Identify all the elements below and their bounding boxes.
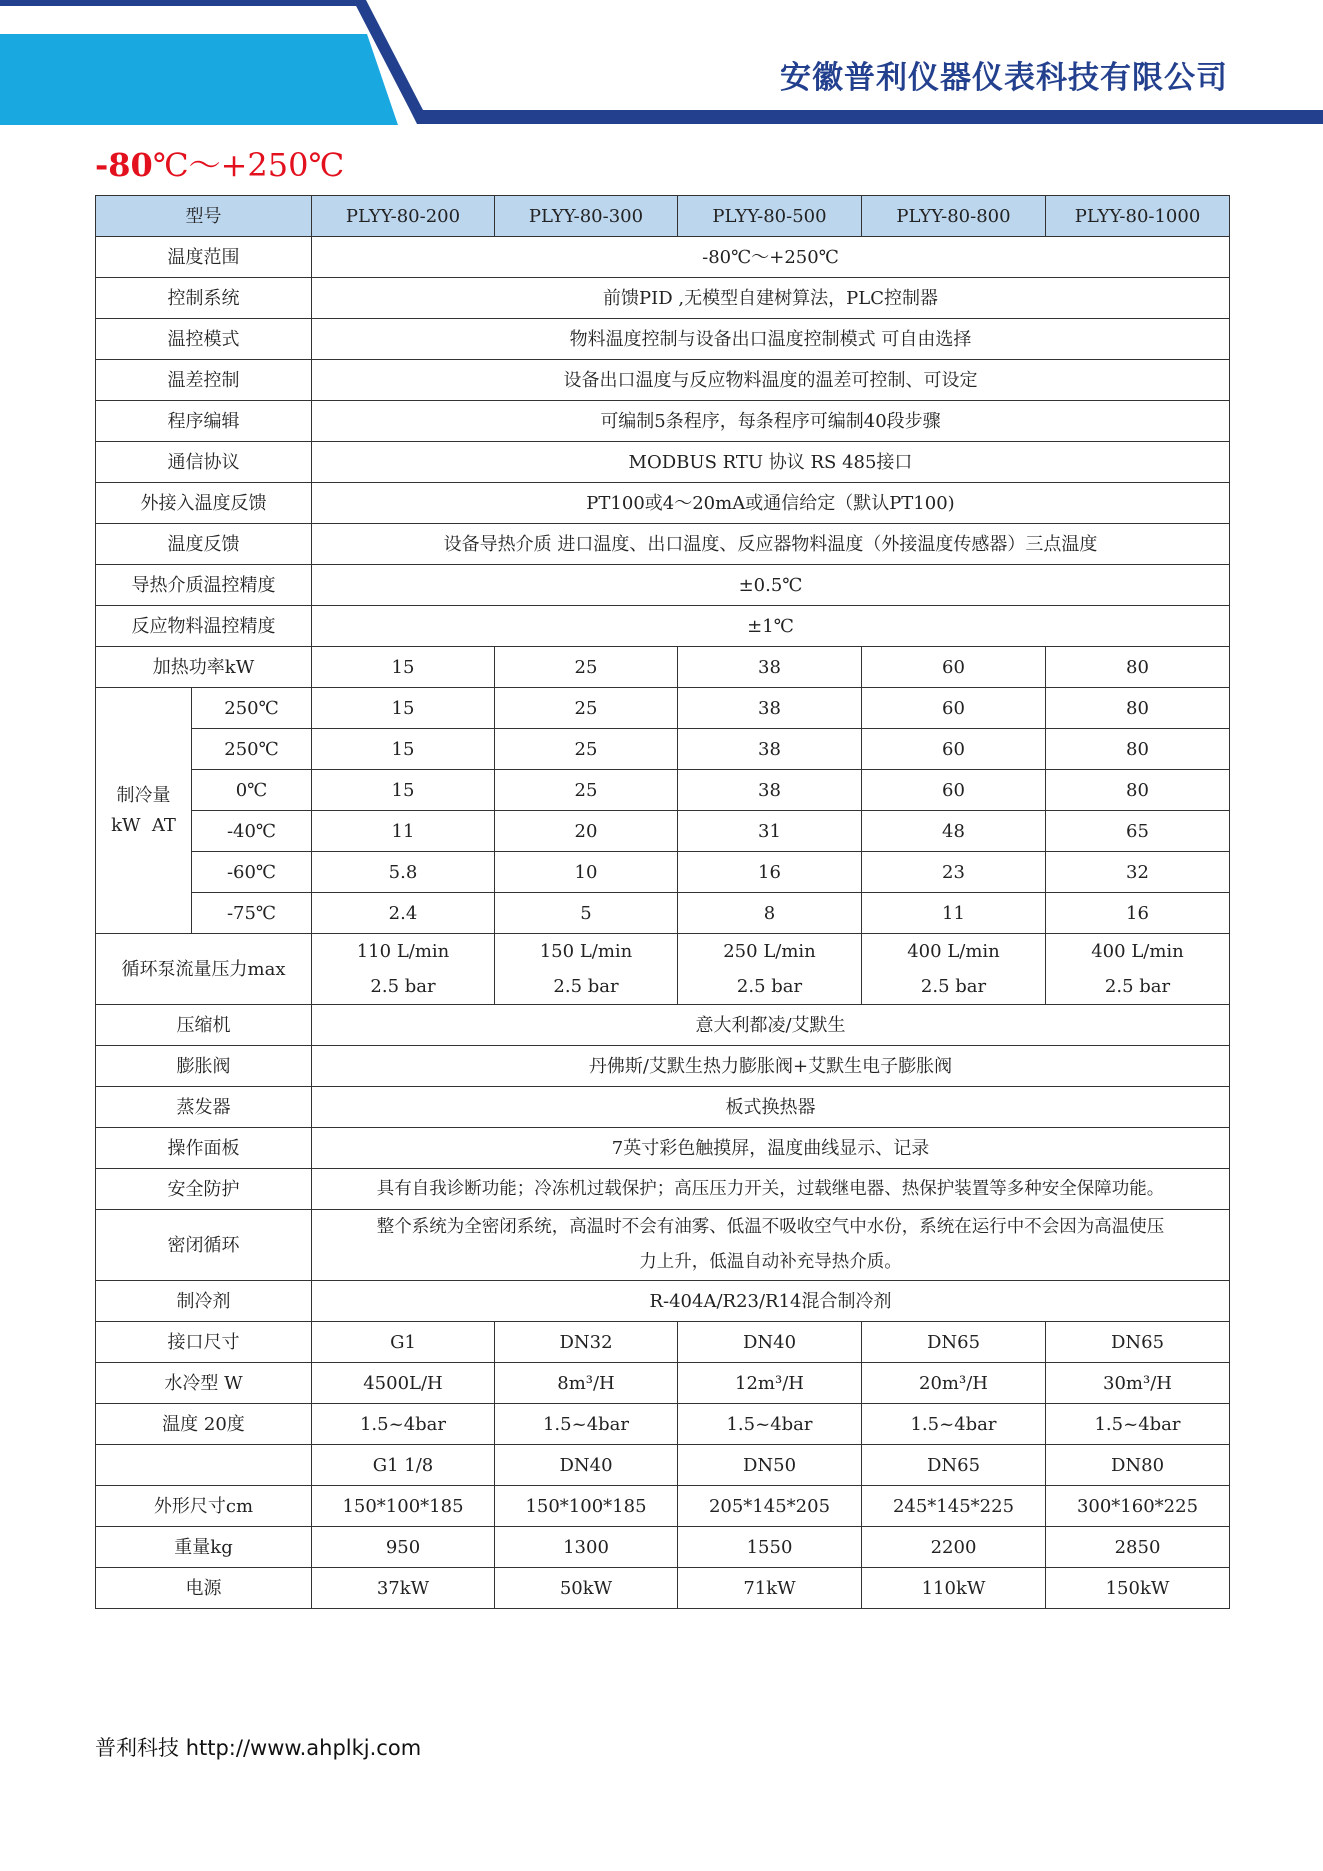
row-label: 密闭循环 xyxy=(96,1210,312,1281)
table-row xyxy=(96,606,1230,647)
row-value: PT100或4～20mA或通信给定（默认PT100) xyxy=(312,483,1230,524)
row-label: 加热功率kW xyxy=(96,647,312,688)
table-row xyxy=(96,278,1230,319)
value-cell: 1.5~4bar xyxy=(862,1404,1046,1445)
value-cell: 32 xyxy=(1046,852,1230,893)
value-cell: 5 xyxy=(495,893,678,934)
row-label: 电源 xyxy=(96,1568,312,1609)
row-label xyxy=(96,1445,312,1486)
row-value: 具有自我诊断功能；冷冻机过载保护；高压压力开关，过载继电器、热保护装置等多种安全保障功能。 xyxy=(312,1169,1230,1210)
title-part-1: -80 xyxy=(95,146,153,184)
value-cell: 8m³/H xyxy=(495,1363,678,1404)
value-cell: 10 xyxy=(495,852,678,893)
table-row xyxy=(96,811,1230,852)
model-cell: PLYY-80-500 xyxy=(678,196,862,237)
table-row xyxy=(96,1527,1230,1568)
cooling-label-line2: kW AT xyxy=(111,814,176,836)
temperature-range-title xyxy=(95,140,344,186)
model-cell: PLYY-80-1000 xyxy=(1046,196,1230,237)
row-label: 导热介质温控精度 xyxy=(96,565,312,606)
value-cell: G1 1/8 xyxy=(312,1445,495,1486)
row-label: 压缩机 xyxy=(96,1005,312,1046)
value-cell: 1.5~4bar xyxy=(495,1404,678,1445)
value-cell: 5.8 xyxy=(312,852,495,893)
row-label: 安全防护 xyxy=(96,1169,312,1210)
table-row xyxy=(96,893,1230,934)
footer-brand: 普利科技 xyxy=(95,1736,179,1760)
value-cell: 38 xyxy=(678,729,862,770)
row-label: 温度 20度 xyxy=(96,1404,312,1445)
table-row-model xyxy=(96,196,1230,237)
value-cell: 60 xyxy=(862,770,1046,811)
value-cell: 25 xyxy=(495,688,678,729)
value-cell: 38 xyxy=(678,647,862,688)
pump-pressure: 2.5 bar xyxy=(553,976,619,997)
value-cell: 48 xyxy=(862,811,1046,852)
value-cell: 245*145*225 xyxy=(862,1486,1046,1527)
value-cell: 37kW xyxy=(312,1568,495,1609)
table-row xyxy=(96,1169,1230,1210)
value-cell: 4500L/H xyxy=(312,1363,495,1404)
sealed-line1: 整个系统为全密闭系统，高温时不会有油雾、低温不吸收空气中水份，系统在运行中不会因为高温使压 xyxy=(376,1217,1165,1237)
value-cell: 1300 xyxy=(495,1527,678,1568)
row-label: 操作面板 xyxy=(96,1128,312,1169)
row-label: 蒸发器 xyxy=(96,1087,312,1128)
row-label: 温控模式 xyxy=(96,319,312,360)
cooling-temp: 250℃ xyxy=(192,729,312,770)
value-cell: 15 xyxy=(312,688,495,729)
value-cell: 950 xyxy=(312,1527,495,1568)
cooling-temp: -60℃ xyxy=(192,852,312,893)
table-row xyxy=(96,1005,1230,1046)
value-cell: 16 xyxy=(1046,893,1230,934)
row-value: 前馈PID ,无模型自建树算法，PLC控制器 xyxy=(312,278,1230,319)
value-cell: 23 xyxy=(862,852,1046,893)
title-part-2: ℃～+250℃ xyxy=(152,146,345,184)
value-cell: 71kW xyxy=(678,1568,862,1609)
model-cell: PLYY-80-300 xyxy=(495,196,678,237)
value-cell: DN65 xyxy=(1046,1322,1230,1363)
header-cyan-shape xyxy=(0,34,398,125)
value-cell: 25 xyxy=(495,647,678,688)
value-cell: DN50 xyxy=(678,1445,862,1486)
model-label: 型号 xyxy=(96,196,312,237)
value-cell: DN32 xyxy=(495,1322,678,1363)
row-value: 7英寸彩色触摸屏，温度曲线显示、记录 xyxy=(312,1128,1230,1169)
table-row xyxy=(96,401,1230,442)
footer xyxy=(95,1732,421,1762)
table-row xyxy=(96,237,1230,278)
table-row xyxy=(96,565,1230,606)
row-value xyxy=(312,1210,1230,1281)
value-cell: 15 xyxy=(312,647,495,688)
table-row xyxy=(96,1087,1230,1128)
header-navy-line-top xyxy=(0,0,360,6)
pump-cell xyxy=(495,934,678,1005)
row-value: -80℃～+250℃ xyxy=(312,237,1230,278)
value-cell: 80 xyxy=(1046,688,1230,729)
row-label: 接口尺寸 xyxy=(96,1322,312,1363)
value-cell: 150*100*185 xyxy=(312,1486,495,1527)
pump-flow: 250 L/min xyxy=(723,941,816,962)
value-cell: 1.5~4bar xyxy=(678,1404,862,1445)
table-row xyxy=(96,524,1230,565)
model-cell: PLYY-80-200 xyxy=(312,196,495,237)
value-cell: 1.5~4bar xyxy=(1046,1404,1230,1445)
table-row xyxy=(96,1404,1230,1445)
value-cell: 25 xyxy=(495,770,678,811)
value-cell: 31 xyxy=(678,811,862,852)
value-cell: 20m³/H xyxy=(862,1363,1046,1404)
row-value: 板式换热器 xyxy=(312,1087,1230,1128)
row-value: MODBUS RTU 协议 RS 485接口 xyxy=(312,442,1230,483)
value-cell: 16 xyxy=(678,852,862,893)
cooling-temp: -40℃ xyxy=(192,811,312,852)
value-cell: G1 xyxy=(312,1322,495,1363)
row-label: 通信协议 xyxy=(96,442,312,483)
row-label: 温度范围 xyxy=(96,237,312,278)
sealed-line2: 力上升，低温自动补充导热介质。 xyxy=(639,1252,902,1272)
table-row xyxy=(96,319,1230,360)
value-cell: 80 xyxy=(1046,729,1230,770)
row-value: 意大利都凌/艾默生 xyxy=(312,1005,1230,1046)
value-cell: DN65 xyxy=(862,1445,1046,1486)
row-value: 物料温度控制与设备出口温度控制模式 可自由选择 xyxy=(312,319,1230,360)
value-cell: 60 xyxy=(862,729,1046,770)
table-row xyxy=(96,1363,1230,1404)
company-name: 安徽普利仪器仪表科技有限公司 xyxy=(780,60,1228,96)
row-label: 水冷型 W xyxy=(96,1363,312,1404)
cooling-temp: -75℃ xyxy=(192,893,312,934)
value-cell: DN80 xyxy=(1046,1445,1230,1486)
row-value: ±1℃ xyxy=(312,606,1230,647)
pump-pressure: 2.5 bar xyxy=(920,976,987,997)
value-cell: DN65 xyxy=(862,1322,1046,1363)
cooling-label xyxy=(96,688,192,934)
value-cell: 80 xyxy=(1046,647,1230,688)
row-value: ±0.5℃ xyxy=(312,565,1230,606)
header-navy-line-bottom xyxy=(410,110,1323,124)
value-cell: 38 xyxy=(678,688,862,729)
spec-table xyxy=(95,195,1230,1609)
table-row xyxy=(96,360,1230,401)
value-cell: 15 xyxy=(312,729,495,770)
pump-pressure: 2.5 bar xyxy=(1104,976,1171,997)
row-label: 控制系统 xyxy=(96,278,312,319)
pump-pressure: 2.5 bar xyxy=(370,976,436,997)
row-value: 设备导热介质 进口温度、出口温度、反应器物料温度（外接温度传感器）三点温度 xyxy=(312,524,1230,565)
footer-url[interactable]: http://www.ahplkj.com xyxy=(185,1736,422,1760)
value-cell: 150kW xyxy=(1046,1568,1230,1609)
value-cell: 150*100*185 xyxy=(495,1486,678,1527)
value-cell: 11 xyxy=(862,893,1046,934)
value-cell: 8 xyxy=(678,893,862,934)
row-label: 外接入温度反馈 xyxy=(96,483,312,524)
table-row xyxy=(96,1128,1230,1169)
pump-cell xyxy=(862,934,1046,1005)
value-cell: 2200 xyxy=(862,1527,1046,1568)
row-label: 温差控制 xyxy=(96,360,312,401)
value-cell: 60 xyxy=(862,688,1046,729)
row-value: R-404A/R23/R14混合制冷剂 xyxy=(312,1281,1230,1322)
table-row xyxy=(96,1046,1230,1087)
row-label: 程序编辑 xyxy=(96,401,312,442)
table-row xyxy=(96,1568,1230,1609)
row-value: 设备出口温度与反应物料温度的温差可控制、可设定 xyxy=(312,360,1230,401)
pump-cell xyxy=(678,934,862,1005)
row-label: 制冷剂 xyxy=(96,1281,312,1322)
value-cell: 205*145*205 xyxy=(678,1486,862,1527)
value-cell: 60 xyxy=(862,647,1046,688)
value-cell: 1.5~4bar xyxy=(312,1404,495,1445)
value-cell: 38 xyxy=(678,770,862,811)
value-cell: 20 xyxy=(495,811,678,852)
table-row xyxy=(96,442,1230,483)
row-label: 温度反馈 xyxy=(96,524,312,565)
table-row xyxy=(96,770,1230,811)
table-row xyxy=(96,1210,1230,1281)
value-cell: 110kW xyxy=(862,1568,1046,1609)
value-cell: 1550 xyxy=(678,1527,862,1568)
value-cell: 2850 xyxy=(1046,1527,1230,1568)
pump-flow: 400 L/min xyxy=(1091,941,1184,962)
pump-cell xyxy=(1046,934,1230,1005)
table-row xyxy=(96,934,1230,1005)
row-value: 可编制5条程序，每条程序可编制40段步骤 xyxy=(312,401,1230,442)
table-row xyxy=(96,729,1230,770)
pump-flow: 110 L/min xyxy=(356,941,450,962)
cooling-temp: 250℃ xyxy=(192,688,312,729)
pump-cell xyxy=(312,934,495,1005)
value-cell: 65 xyxy=(1046,811,1230,852)
table-row xyxy=(96,647,1230,688)
table-row xyxy=(96,1281,1230,1322)
row-label: 外形尺寸cm xyxy=(96,1486,312,1527)
cooling-temp: 0℃ xyxy=(192,770,312,811)
value-cell: 80 xyxy=(1046,770,1230,811)
pump-flow: 150 L/min xyxy=(539,941,633,962)
value-cell: 15 xyxy=(312,770,495,811)
value-cell: 25 xyxy=(495,729,678,770)
table-row xyxy=(96,688,1230,729)
pump-pressure: 2.5 bar xyxy=(736,976,803,997)
table-row xyxy=(96,1486,1230,1527)
table-row xyxy=(96,483,1230,524)
value-cell: 12m³/H xyxy=(678,1363,862,1404)
value-cell: 11 xyxy=(312,811,495,852)
model-cell: PLYY-80-800 xyxy=(862,196,1046,237)
table-row xyxy=(96,1322,1230,1363)
row-label: 反应物料温控精度 xyxy=(96,606,312,647)
row-value: 丹佛斯/艾默生热力膨胀阀+艾默生电子膨胀阀 xyxy=(312,1046,1230,1087)
row-label: 重量kg xyxy=(96,1527,312,1568)
value-cell: 30m³/H xyxy=(1046,1363,1230,1404)
value-cell: DN40 xyxy=(678,1322,862,1363)
table-row xyxy=(96,852,1230,893)
table-row xyxy=(96,1445,1230,1486)
value-cell: DN40 xyxy=(495,1445,678,1486)
value-cell: 300*160*225 xyxy=(1046,1486,1230,1527)
row-label: 膨胀阀 xyxy=(96,1046,312,1087)
cooling-label-line1: 制冷量 xyxy=(116,784,171,806)
value-cell: 50kW xyxy=(495,1568,678,1609)
pump-flow: 400 L/min xyxy=(907,941,1000,962)
value-cell: 2.4 xyxy=(312,893,495,934)
row-label: 循环泵流量压力max xyxy=(96,934,312,1005)
